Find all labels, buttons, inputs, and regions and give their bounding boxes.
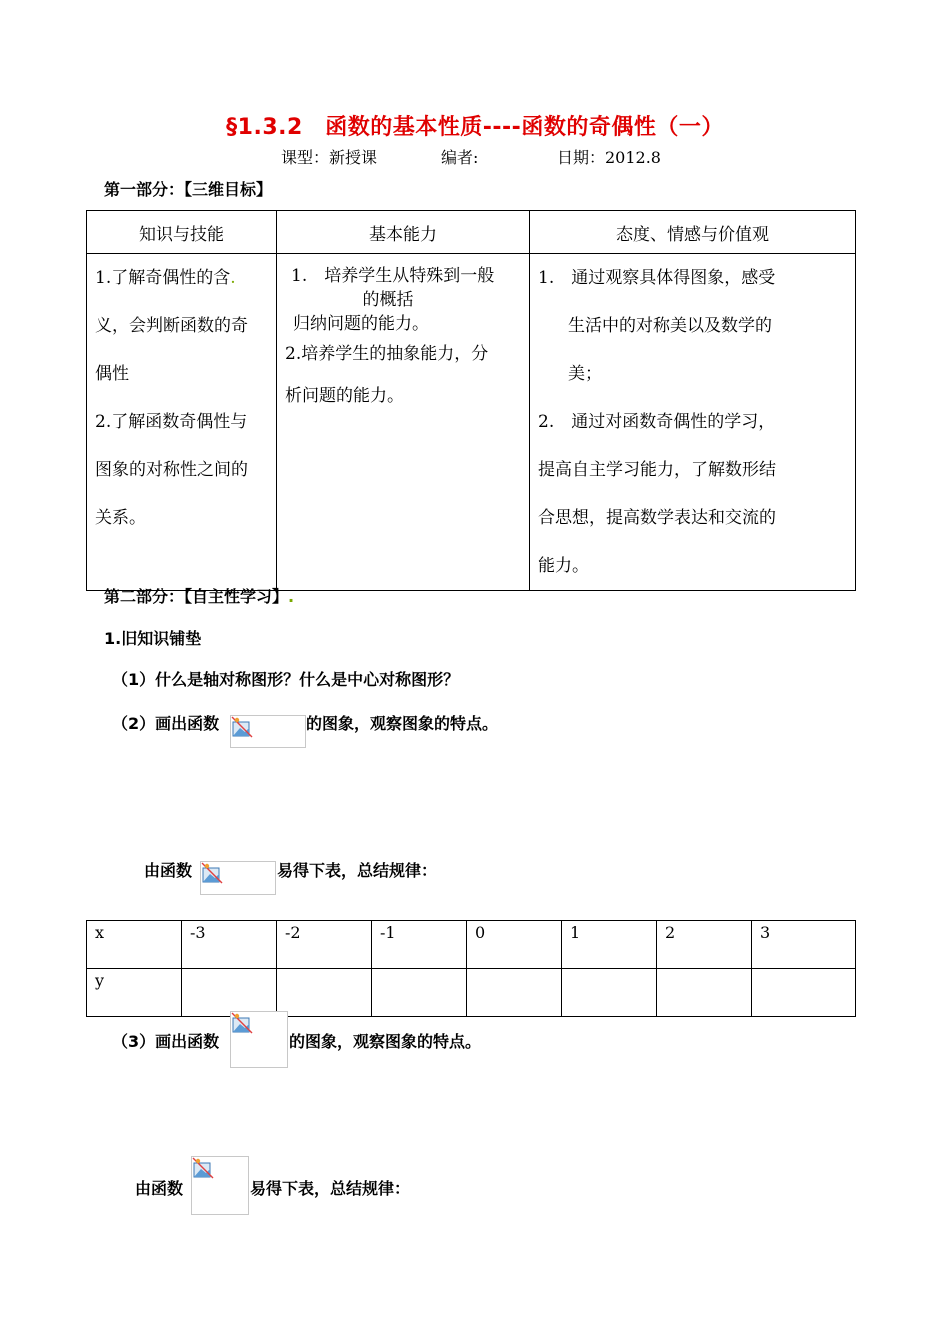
table-row	[87, 969, 856, 1017]
ability-line: 1. 培养学生从特殊到一般	[291, 266, 495, 286]
question-3-suffix: 的图象，观察图象的特点。	[289, 1032, 482, 1051]
question-2-prefix: （2）画出函数	[112, 714, 220, 733]
x-label-cell: x	[87, 921, 182, 969]
formula-image-placeholder	[200, 861, 276, 895]
objectives-header-knowledge: 知识与技能	[87, 211, 277, 254]
table-intro-prefix: 由函数	[144, 861, 193, 880]
x-value-cell: 2	[657, 921, 752, 969]
table-intro2-prefix: 由函数	[135, 1179, 184, 1198]
knowledge-line: 关系。	[95, 508, 146, 528]
ability-line: 的概括	[362, 290, 414, 310]
broken-image-icon	[231, 1012, 253, 1034]
formula-image-placeholder	[230, 715, 306, 748]
objectives-table	[86, 210, 856, 591]
ability-line: 析问题的能力。	[285, 386, 404, 406]
attitude-line: 能力。	[538, 556, 589, 576]
attitude-line: 提高自主学习能力，了解数形结	[538, 460, 776, 480]
question-3-prefix: （3）画出函数	[112, 1032, 220, 1051]
objectives-header-ability: 基本能力	[277, 211, 530, 254]
section1-heading: 1.旧知识铺垫	[104, 629, 202, 648]
objectives-knowledge-cell	[87, 254, 277, 591]
x-value-cell: 0	[467, 921, 562, 969]
lesson-type: 课型：新授课	[281, 148, 378, 167]
x-value-cell: -2	[277, 921, 372, 969]
x-value-cell: 3	[752, 921, 856, 969]
x-value-cell: 1	[562, 921, 657, 969]
y-value-cell	[277, 969, 372, 1017]
part1-heading: 第一部分：【三维目标】	[104, 180, 273, 199]
ability-line: 归纳问题的能力。	[293, 314, 429, 334]
y-value-cell	[752, 969, 856, 1017]
knowledge-line: 2.了解函数奇偶性与	[95, 412, 248, 432]
broken-image-icon	[231, 716, 253, 738]
attitude-line: 合思想，提高数学表达和交流的	[538, 508, 776, 528]
knowledge-line: 图象的对称性之间的	[95, 460, 248, 480]
objectives-attitude-cell	[530, 254, 856, 591]
y-value-cell	[467, 969, 562, 1017]
knowledge-line: 义，会判断函数的奇	[95, 316, 248, 336]
value-table	[86, 920, 856, 1017]
ability-line: 2.培养学生的抽象能力，分	[285, 344, 489, 364]
objectives-header-attitude: 态度、情感与价值观	[530, 211, 856, 254]
attitude-line: 1. 通过观察具体得图象，感受	[538, 268, 776, 288]
x-value-cell: -3	[182, 921, 277, 969]
broken-image-icon	[201, 862, 223, 884]
y-value-cell	[562, 969, 657, 1017]
attitude-line: 美；	[568, 364, 602, 384]
part2-heading: 第二部分：【自主性学习】.	[104, 587, 295, 606]
attitude-line: 2. 通过对函数奇偶性的学习，	[538, 412, 776, 432]
author-label: 编者:	[441, 148, 479, 167]
table-intro-suffix: 易得下表，总结规律：	[277, 861, 438, 880]
y-value-cell	[372, 969, 467, 1017]
y-label-cell: y	[87, 969, 182, 1017]
broken-image-icon	[192, 1157, 214, 1179]
question-2-suffix: 的图象，观察图象的特点。	[306, 714, 499, 733]
formula-image-placeholder	[230, 1011, 288, 1068]
date-label: 日期：2012.8	[557, 148, 661, 167]
formula-image-placeholder	[191, 1156, 249, 1215]
knowledge-line: 1.了解奇偶性的含.	[95, 268, 236, 288]
objectives-ability-cell	[277, 254, 530, 591]
y-value-cell	[657, 969, 752, 1017]
question-1: （1）什么是轴对称图形？什么是中心对称图形？	[112, 670, 460, 689]
attitude-line: 生活中的对称美以及数学的	[568, 316, 772, 336]
knowledge-line: 偶性	[95, 364, 129, 384]
y-value-cell	[182, 969, 277, 1017]
table-intro2-suffix: 易得下表，总结规律：	[250, 1179, 411, 1198]
table-row	[87, 921, 856, 969]
page-title: §1.3.2 函数的基本性质----函数的奇偶性（一）	[226, 115, 724, 140]
x-value-cell: -1	[372, 921, 467, 969]
